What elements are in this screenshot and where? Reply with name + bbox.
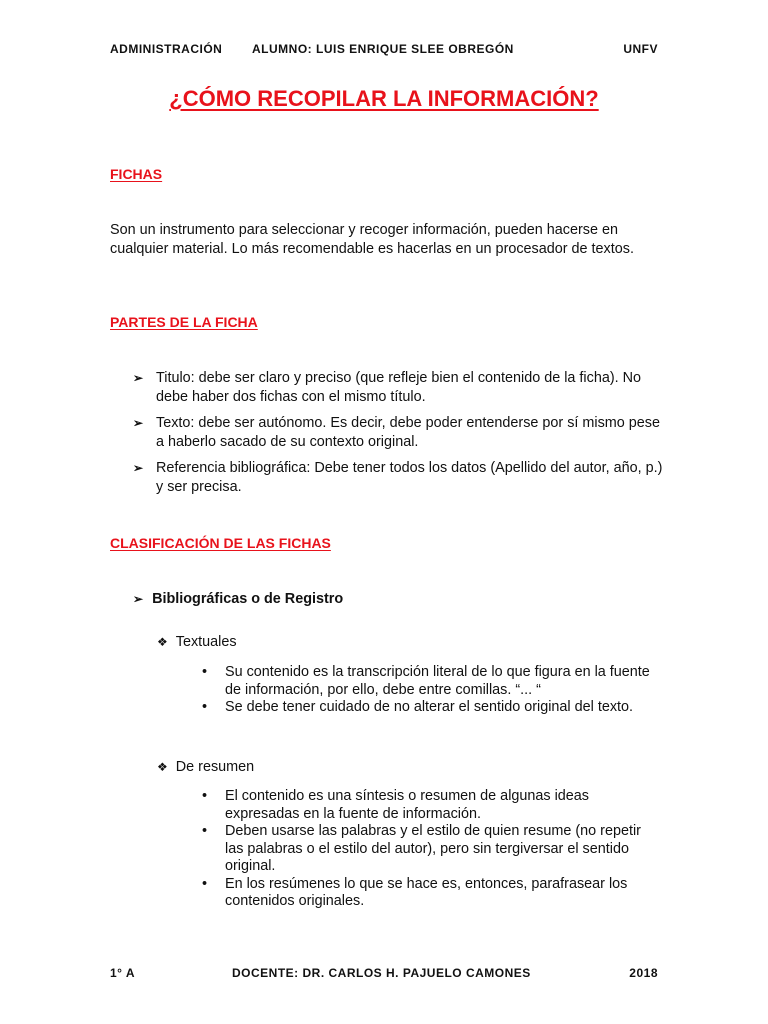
list-item xyxy=(133,459,663,496)
partes-item-titulo: Titulo: debe ser claro y preciso (que refleje bien el contenido de la ficha). No debe haber dos fichas con el mismo título. xyxy=(156,370,642,405)
category-resumen xyxy=(157,759,254,775)
list-item xyxy=(200,664,662,699)
partes-list xyxy=(133,369,663,504)
arrowhead-bullet-icon: ➢ xyxy=(133,416,144,430)
round-bullet-icon: • xyxy=(202,788,208,804)
header-course: ADMINISTRACIÓN xyxy=(110,42,223,56)
page-header xyxy=(110,42,658,58)
bullet-text: Su contenido es la transcripción literal de lo que figura en la fuente de información, por ello, debe entre comillas. “... “ xyxy=(225,664,650,698)
arrowhead-bullet-icon: ➢ xyxy=(133,592,144,606)
list-item xyxy=(200,699,662,717)
page-footer xyxy=(110,966,658,982)
arrowhead-bullet-icon: ➢ xyxy=(133,371,144,385)
footer-grade: 1° A xyxy=(110,966,136,980)
section-heading-fichas: FICHAS xyxy=(110,166,163,182)
footer-teacher: DOCENTE: DR. CARLOS H. PAJUELO CAMONES xyxy=(232,966,531,980)
section-heading-partes: PARTES DE LA FICHA xyxy=(110,314,258,330)
category-label: Textuales xyxy=(175,634,237,650)
four-diamond-bullet-icon: ❖ xyxy=(157,760,168,774)
partes-item-texto: Texto: debe ser autónomo. Es decir, debe poder entenderse por sí mismo pese a haberlo sacado de su contexto original. xyxy=(156,415,660,450)
header-student: ALUMNO: LUIS ENRIQUE SLEE OBREGÓN xyxy=(252,42,514,56)
bullet-text: En los resúmenes lo que se hace es, entonces, parafrasear los contenidos originales. xyxy=(225,875,628,909)
round-bullet-icon: • xyxy=(202,875,208,892)
bullet-text: El contenido es una síntesis o resumen de algunas ideas expresadas en la fuente de información. xyxy=(225,788,589,822)
header-university: UNFV xyxy=(623,42,658,56)
fichas-paragraph: Son un instrumento para seleccionar y recoger información, pueden hacerse en cualquier material. Lo más recomendable es hacerlas en un procesador de textos. xyxy=(110,222,634,257)
subheading-bibliograficas xyxy=(133,591,343,607)
page-title: ¿CÓMO RECOPILAR LA INFORMACIÓN? xyxy=(169,86,599,111)
list-item xyxy=(133,414,663,451)
subheading-label: Bibliográficas o de Registro xyxy=(152,591,344,607)
round-bullet-icon: • xyxy=(202,699,208,715)
four-diamond-bullet-icon: ❖ xyxy=(157,635,168,649)
list-item xyxy=(133,369,663,406)
bullet-text: Deben usarse las palabras y el estilo de quien resume (no repetir las palabras o el estilo del autor), pero sin tergiversar el sentido original. xyxy=(225,823,641,874)
list-item xyxy=(200,876,662,911)
resumen-bullets xyxy=(200,788,662,911)
round-bullet-icon: • xyxy=(202,823,208,839)
arrowhead-bullet-icon: ➢ xyxy=(133,461,144,475)
category-textuales xyxy=(157,634,237,650)
partes-item-referencia: Referencia bibliográfica: Debe tener todos los datos (Apellido del autor, año, p.) y ser precisa. xyxy=(156,460,663,495)
bullet-text: Se debe tener cuidado de no alterar el sentido original del texto. xyxy=(225,699,634,715)
round-bullet-icon: • xyxy=(202,664,208,680)
footer-year: 2018 xyxy=(629,966,658,980)
category-label: De resumen xyxy=(175,759,255,775)
list-item xyxy=(200,788,662,823)
list-item xyxy=(200,823,662,876)
textuales-bullets xyxy=(200,664,662,717)
section-heading-clasificacion: CLASIFICACIÓN DE LAS FICHAS xyxy=(110,535,331,551)
